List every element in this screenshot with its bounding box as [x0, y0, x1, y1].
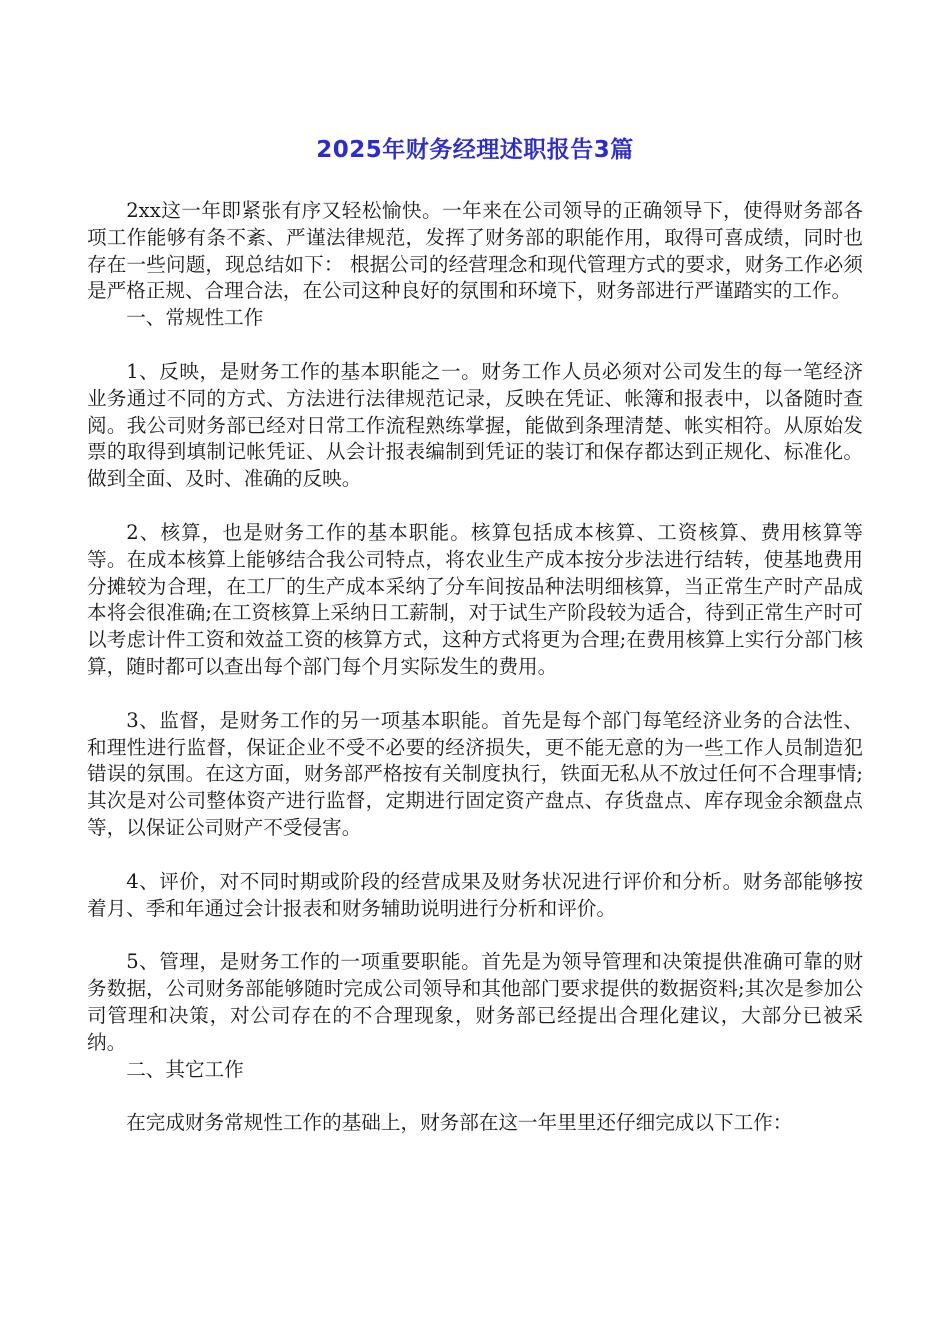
paragraph-item-5-management: 5、管理，是财务工作的一项重要职能。首先是为领导管理和决策提供准确可靠的财务数据，公司财务部能够随时完成公司领导和其他部门要求提供的数据资料;其次是参加公司管理和决策，对公司存在的不合理现象，财务部已经提出合理化建议，大部分已被采纳。: [87, 950, 863, 1054]
section-heading-routine-work: 一、常规性工作: [126, 306, 264, 330]
paragraph-item-1-reflection: 1、反映，是财务工作的基本职能之一。财务工作人员必须对公司发生的每一笔经济业务通过不同的方式、方法进行法律规范记录，反映在凭证、帐簿和报表中，以备随时查阅。我公司财务部已经对日常工作流程熟练掌握，能做到条理清楚、帐实相符。从原始发票的取得到填制记帐凭证、从会计报表编制到凭证的装订和保存都达到正规化、标准化。做到全面、及时、准确的反映。: [87, 359, 863, 491]
paragraph-item-4-evaluation: 4、评价，对不同时期或阶段的经营成果及财务状况进行评价和分析。财务部能够按着月、季和年通过会计报表和财务辅助说明进行分析和评价。: [87, 869, 863, 920]
intro-paragraph: 2xx这一年即紧张有序又轻松愉快。一年来在公司领导的正确领导下，使得财务部各项工作能够有条不紊、严谨法律规范，发挥了财务部的职能作用，取得可喜成绩，同时也存在一些问题，现总结如下： 根据公司的经营理念和现代管理方式的要求，财务工作必须是严格正规、合理合法，在公司这种良好的氛围和环境下，财务部进行严谨踏实的工作。: [87, 199, 863, 303]
paragraph-other-work-intro: 在完成财务常规性工作的基础上，财务部在这一年里里还仔细完成以下工作：: [126, 1111, 793, 1135]
paragraph-item-2-accounting: 2、核算，也是财务工作的基本职能。核算包括成本核算、工资核算、费用核算等等。在成本核算上能够结合我公司特点，将农业生产成本按分步法进行结转，使基地费用分摊较为合理，在工厂的生产成本采纳了分车间按品种法明细核算，当正常生产时产品成本将会很准确;在工资核算上采纳日工薪制，对于试生产阶段较为适合，待到正常生产时可以考虑计件工资和效益工资的核算方式，这种方式将更为合理;在费用核算上实行分部门核算，随时都可以查出每个部门每个月实际发生的费用。: [87, 520, 863, 678]
section-heading-other-work: 二、其它工作: [126, 1057, 244, 1081]
document-title: 2025年财务经理述职报告3篇: [316, 137, 634, 163]
paragraph-item-3-supervision: 3、监督，是财务工作的另一项基本职能。首先是每个部门每笔经济业务的合法性、和理性进行监督，保证企业不受不必要的经济损失，更不能无意的为一些工作人员制造犯错误的氛围。在这方面，财务部严格按有关制度执行，铁面无私从不放过任何不合理事情;其次是对公司整体资产进行监督，定期进行固定资产盘点、存货盘点、库存现金余额盘点等，以保证公司财产不受侵害。: [87, 708, 863, 839]
